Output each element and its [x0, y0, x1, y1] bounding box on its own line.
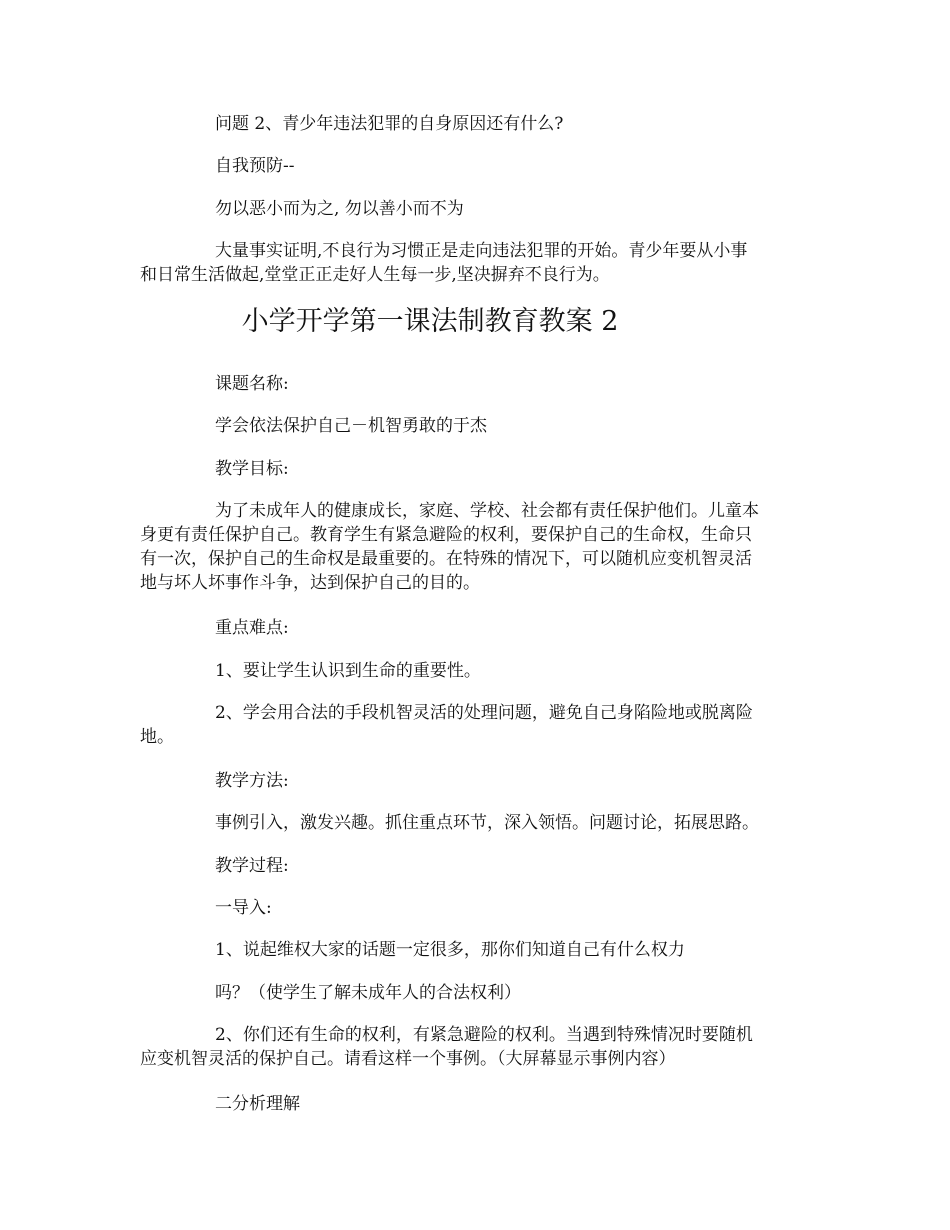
paragraph-line: 地。: [140, 727, 174, 747]
paragraph-line: 2、学会用合法的手段机智灵活的处理问题，避免自己身陷险地或脱离险: [215, 703, 753, 723]
step-1-item-2: [140, 1023, 815, 1071]
question-2: 问题 2、青少年违法犯罪的自身原因还有什么?: [215, 114, 564, 134]
paragraph-line: 地与坏人坏事作斗争，达到保护自己的目的。: [140, 573, 480, 593]
paragraph-line: 为了未成年人的健康成长，家庭、学校、社会都有责任保护他们。儿童本: [215, 501, 759, 521]
topic-label: 课题名称:: [215, 374, 289, 394]
method-text: 事例引入，激发兴趣。抓住重点环节，深入领悟。问题讨论，拓展思路。: [215, 813, 759, 833]
paragraph-line: 大量事实证明,不良行为习惯正是走向违法犯罪的开始。青少年要从小事: [215, 241, 748, 261]
lesson-plan-title: 小学开学第一课法制教育教案 2: [241, 306, 619, 337]
paragraph-line: 有一次，保护自己的生命权是最重要的。在特殊的情况下，可以随机应变机智灵活: [140, 549, 752, 569]
process-label: 教学过程:: [215, 856, 289, 876]
key-point-2: [140, 701, 815, 749]
key-point-1: 1、要让学生认识到生命的重要性。: [215, 661, 481, 681]
step-1-item-1: 1、说起维权大家的话题一定很多，那你们知道自己有什么权力: [215, 940, 685, 960]
paragraph-line: 2、你们还有生命的权利，有紧急避险的权利。当遇到特殊情况时要随机: [215, 1025, 753, 1045]
paragraph-bad-habits: [140, 239, 815, 287]
paragraph-line: 和日常生活做起,堂堂正正走好人生每一步,坚决摒弃不良行为。: [140, 265, 610, 285]
paragraph-line: 应变机智灵活的保护自己。请看这样一个事例。（大屏幕显示事例内容）: [140, 1049, 676, 1069]
paragraph-goals: [140, 499, 815, 595]
paragraph-line: 身更有责任保护自己。教育学生有紧急避险的权利，要保护自己的生命权，生命只: [140, 525, 752, 545]
step-2-analysis: 二分析理解: [215, 1094, 300, 1114]
topic-name: 学会依法保护自己－机智勇敢的于杰: [215, 416, 487, 436]
step-1-intro: 一导入:: [215, 898, 272, 918]
motto: 勿以恶小而为之, 勿以善小而不为: [215, 199, 464, 219]
self-prevention-label: 自我预防--: [215, 156, 295, 176]
goal-label: 教学目标:: [215, 459, 289, 479]
method-label: 教学方法:: [215, 771, 289, 791]
step-1-item-1-cont: 吗？（使学生了解未成年人的合法权利）: [215, 983, 521, 1003]
key-points-label: 重点难点:: [215, 618, 289, 638]
